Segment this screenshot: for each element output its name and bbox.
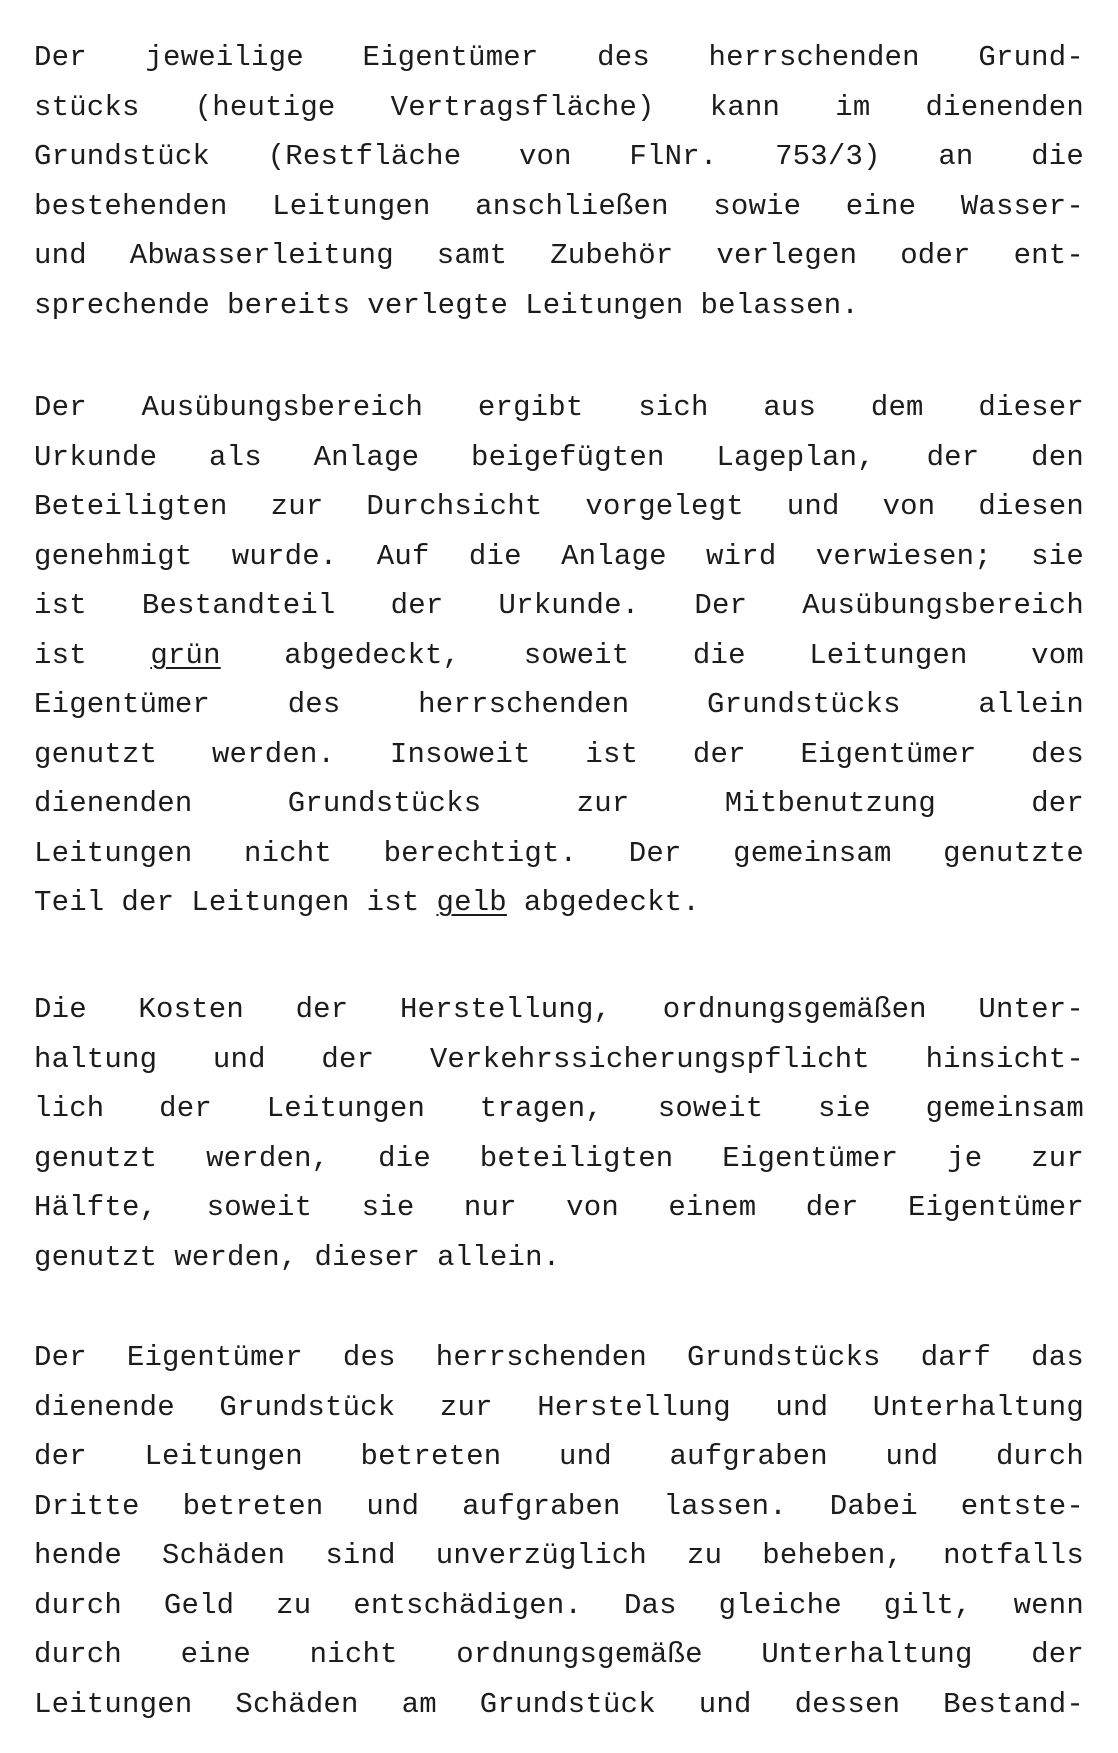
- word: des: [287, 688, 341, 721]
- word: Eigentümer: [907, 1191, 1084, 1224]
- text-line: [34, 1333, 1084, 1383]
- word: Eigentümer: [34, 688, 211, 721]
- word: wurde.: [231, 539, 338, 573]
- word: tragen,: [479, 1092, 604, 1125]
- word: Lageplan,: [716, 440, 875, 474]
- word: gemeinsam: [733, 836, 892, 870]
- word: Beteiligten: [34, 490, 228, 523]
- word: Grundstücks: [687, 1341, 881, 1374]
- word: zur: [439, 1390, 493, 1424]
- word: Grundstück: [219, 1390, 396, 1424]
- word: Das: [623, 1588, 677, 1622]
- word: soweit: [206, 1191, 313, 1224]
- word: Leitungen: [525, 288, 684, 322]
- word: Urkunde.: [498, 589, 640, 622]
- word: sie: [818, 1092, 871, 1125]
- text-line: [34, 132, 1084, 182]
- word: Der: [34, 41, 87, 74]
- word: ent-: [1013, 239, 1084, 272]
- word: und: [698, 1687, 752, 1721]
- word: Bestand-: [943, 1687, 1084, 1721]
- word: je: [947, 1141, 983, 1175]
- word: Leitungen: [34, 836, 193, 870]
- word: die: [468, 539, 522, 573]
- word: Ausübungsbereich: [802, 589, 1084, 622]
- word: belassen.: [700, 288, 859, 322]
- word: aus: [763, 391, 817, 424]
- text-line: [34, 83, 1084, 133]
- text-line: [34, 1084, 1084, 1134]
- word: soweit: [523, 638, 630, 672]
- word: sie: [361, 1191, 415, 1224]
- text-line: [34, 878, 1084, 928]
- word: Anlage: [561, 539, 667, 573]
- word: Der: [34, 1341, 87, 1374]
- word: Eigentümer: [800, 737, 977, 771]
- word: zu: [687, 1539, 723, 1572]
- word: der: [1031, 787, 1084, 820]
- word: oder: [900, 239, 971, 272]
- word: Der: [34, 391, 87, 424]
- word: soweit: [657, 1092, 764, 1125]
- word: sowie: [713, 189, 802, 223]
- word: genutzt: [34, 1240, 158, 1274]
- word: betreten: [360, 1440, 502, 1473]
- text-line: [34, 581, 1084, 631]
- word: werden,: [174, 1240, 298, 1274]
- word: hende: [34, 1539, 123, 1572]
- word: unverzüglich: [435, 1539, 647, 1572]
- word: und: [775, 1390, 829, 1424]
- word: genutzt: [34, 737, 158, 771]
- word: von: [518, 140, 572, 173]
- word: von: [566, 1191, 619, 1224]
- word: abgedeckt,: [284, 638, 461, 672]
- word: Zubehör: [550, 239, 674, 272]
- text-line: [34, 1233, 1084, 1283]
- word: zu: [276, 1588, 312, 1622]
- word: das: [1031, 1341, 1084, 1374]
- text-line: [34, 1183, 1084, 1233]
- word: Grundstücks: [707, 688, 901, 721]
- text-line: [34, 1482, 1084, 1532]
- word: lich: [34, 1092, 105, 1125]
- word: gilt,: [883, 1588, 972, 1622]
- word: werden.: [211, 737, 336, 771]
- word: Grundstück: [34, 140, 211, 173]
- word: sie: [1031, 539, 1084, 573]
- word: und: [885, 1440, 939, 1473]
- word: (Restfläche: [267, 140, 462, 173]
- word: 753/3): [775, 140, 881, 173]
- word: zur: [270, 490, 324, 523]
- word: Eigentümer: [362, 41, 539, 74]
- word: dienenden: [925, 90, 1084, 124]
- word: anschließen: [475, 189, 669, 223]
- word: der: [390, 589, 444, 622]
- word: werden,: [206, 1141, 330, 1175]
- text-line: [34, 1531, 1084, 1581]
- word: Vertragsfläche): [390, 90, 655, 124]
- word: darf: [920, 1341, 992, 1374]
- word: Eigentümer: [722, 1141, 899, 1175]
- word: verlegte: [367, 288, 509, 322]
- word: dienenden: [34, 787, 193, 820]
- word: Herstellung: [537, 1390, 731, 1424]
- word: Der: [628, 836, 682, 870]
- word: Leitungen: [266, 1092, 426, 1125]
- text-line: [34, 1432, 1084, 1482]
- word: wenn: [1013, 1588, 1084, 1622]
- word: notfalls: [943, 1539, 1084, 1572]
- text-line: [34, 779, 1084, 829]
- word: wird: [706, 539, 777, 573]
- word: an: [938, 140, 974, 173]
- word: beteiligten: [479, 1141, 674, 1175]
- word: und: [34, 239, 87, 272]
- word: stücks: [34, 90, 140, 124]
- word: eine: [180, 1638, 252, 1671]
- word: genutzt: [34, 1141, 158, 1175]
- underlined-word-gruen: grün: [150, 638, 221, 672]
- word: samt: [436, 239, 508, 272]
- word: Mitbenutzung: [724, 787, 936, 820]
- text-line: [34, 383, 1084, 433]
- word: FlNr.: [629, 140, 718, 173]
- word: bestehenden: [34, 189, 228, 223]
- word: durch: [34, 1588, 123, 1622]
- text-line: [34, 33, 1084, 83]
- word: Schäden: [235, 1687, 359, 1721]
- paragraph-3: [34, 985, 1084, 1282]
- word: Verkehrssicherungspflicht: [429, 1042, 870, 1076]
- word: Unterhaltung: [761, 1638, 973, 1671]
- word: Schäden: [162, 1539, 286, 1572]
- word: verlegen: [716, 239, 858, 272]
- word: berechtigt.: [383, 836, 578, 870]
- word: Teil: [34, 886, 105, 919]
- word: Urkunde: [34, 440, 158, 474]
- word: herrschenden: [708, 41, 920, 74]
- word: Leitungen: [272, 189, 431, 223]
- word: ergibt: [477, 391, 584, 424]
- word: Unterhaltung: [872, 1390, 1084, 1424]
- word: (heutige: [194, 90, 336, 124]
- word: verwiesen;: [815, 539, 992, 573]
- word: eine: [845, 189, 917, 223]
- text-line: [34, 680, 1084, 730]
- text-line: [34, 1630, 1084, 1680]
- text-line: [34, 433, 1084, 483]
- word: der: [34, 1440, 87, 1473]
- word: ist: [366, 886, 420, 919]
- word: des: [342, 1341, 396, 1374]
- word: hinsicht-: [925, 1042, 1084, 1076]
- word: vom: [1031, 638, 1084, 672]
- word: abgedeckt.: [523, 886, 700, 919]
- word: ordnungsgemäßen: [662, 993, 927, 1026]
- word: sind: [325, 1539, 396, 1572]
- word: Leitungen: [34, 1687, 193, 1721]
- word: allein: [978, 688, 1084, 721]
- word: dessen: [794, 1687, 901, 1721]
- word: im: [835, 90, 871, 124]
- paragraph-1: [34, 33, 1084, 330]
- word: ist: [34, 638, 87, 672]
- word: Durchsicht: [366, 490, 543, 523]
- word: Kosten: [138, 993, 244, 1026]
- word: diesen: [978, 490, 1084, 523]
- word: sprechende: [34, 288, 211, 322]
- word: Leitungen: [191, 886, 350, 919]
- word: Leitungen: [809, 638, 968, 672]
- word: beigefügten: [470, 440, 665, 474]
- word: Dabei: [829, 1489, 918, 1523]
- word: beheben,: [762, 1539, 904, 1572]
- word: der: [159, 1092, 212, 1125]
- text-line: [34, 730, 1084, 780]
- word: Der: [694, 589, 748, 622]
- word: die: [1031, 140, 1084, 173]
- word: am: [401, 1687, 437, 1721]
- word: nicht: [244, 836, 333, 870]
- word: Insoweit: [389, 737, 531, 771]
- word: als: [209, 440, 262, 474]
- word: lassen.: [663, 1489, 787, 1523]
- word: der: [1031, 1638, 1084, 1671]
- word: Geld: [163, 1588, 235, 1622]
- word: Bestandteil: [141, 589, 336, 622]
- word: dieser: [978, 391, 1084, 424]
- text-line: [34, 1680, 1084, 1730]
- word: und: [366, 1489, 420, 1523]
- text-line: [34, 482, 1084, 532]
- word: kann: [709, 90, 781, 124]
- word: der: [121, 886, 175, 919]
- word: dem: [870, 391, 924, 424]
- word: sich: [638, 391, 709, 424]
- text-line: [34, 1581, 1084, 1631]
- text-line: [34, 631, 1084, 681]
- word: ist: [585, 737, 639, 771]
- word: haltung: [34, 1042, 158, 1076]
- word: Abwasserleitung: [129, 239, 394, 272]
- word: und: [786, 490, 840, 523]
- word: Die: [34, 993, 87, 1026]
- word: aufgraben: [669, 1440, 828, 1473]
- paragraph-2: [34, 383, 1084, 928]
- word: entste-: [960, 1489, 1084, 1523]
- word: bereits: [227, 288, 351, 322]
- underlined-word-gelb: gelb: [436, 886, 507, 919]
- word: die: [692, 638, 746, 672]
- word: Herstellung,: [399, 993, 612, 1026]
- word: der: [692, 737, 746, 771]
- word: herrschenden: [418, 688, 630, 721]
- word: und: [212, 1042, 266, 1076]
- word: Ausübungsbereich: [141, 391, 424, 424]
- word: Grund-: [978, 41, 1084, 74]
- word: Anlage: [313, 440, 420, 474]
- word: von: [882, 490, 936, 523]
- word: Grundstück: [479, 1687, 656, 1721]
- text-line: [34, 1383, 1084, 1433]
- word: Grundstücks: [287, 787, 482, 820]
- word: aufgraben: [462, 1489, 621, 1523]
- text-line: [34, 281, 1084, 331]
- word: entschädigen.: [353, 1588, 583, 1622]
- word: zur: [576, 787, 630, 820]
- word: allein.: [437, 1240, 561, 1274]
- word: der: [295, 993, 349, 1026]
- word: den: [1031, 440, 1084, 474]
- word: ist: [34, 589, 87, 622]
- text-line: [34, 1134, 1084, 1184]
- word: nicht: [309, 1638, 398, 1671]
- word: ordnungsgemäße: [456, 1638, 703, 1671]
- word: die: [378, 1141, 431, 1175]
- word: der: [805, 1191, 859, 1224]
- word: genutzte: [943, 836, 1084, 870]
- text-line: [34, 1035, 1084, 1085]
- word: Dritte: [34, 1489, 140, 1523]
- text-line: [34, 985, 1084, 1035]
- word: durch: [34, 1638, 123, 1671]
- text-line: [34, 532, 1084, 582]
- word: herrschenden: [435, 1341, 647, 1374]
- word: der: [321, 1042, 375, 1076]
- word: des: [1031, 737, 1084, 771]
- word: durch: [995, 1440, 1084, 1473]
- paragraph-4: [34, 1333, 1084, 1729]
- word: der: [926, 440, 980, 474]
- word: dienende: [34, 1390, 175, 1424]
- word: einem: [668, 1191, 757, 1224]
- word: Wasser-: [960, 189, 1084, 223]
- word: Hälfte,: [34, 1191, 158, 1224]
- text-line: [34, 182, 1084, 232]
- word: vorgelegt: [585, 490, 744, 523]
- word: betreten: [182, 1489, 324, 1523]
- word: des: [597, 41, 650, 74]
- word: zur: [1031, 1141, 1084, 1175]
- word: gemeinsam: [925, 1092, 1084, 1125]
- word: Auf: [376, 539, 430, 573]
- word: nur: [463, 1191, 517, 1224]
- word: Eigentümer: [126, 1341, 303, 1374]
- text-line: [34, 829, 1084, 879]
- word: jeweilige: [145, 41, 304, 74]
- word: und: [559, 1440, 612, 1473]
- word: Unter-: [978, 993, 1084, 1026]
- text-line: [34, 231, 1084, 281]
- word: dieser: [314, 1240, 421, 1274]
- word: genehmigt: [34, 539, 193, 573]
- word: gleiche: [718, 1588, 842, 1622]
- word: Leitungen: [144, 1440, 303, 1473]
